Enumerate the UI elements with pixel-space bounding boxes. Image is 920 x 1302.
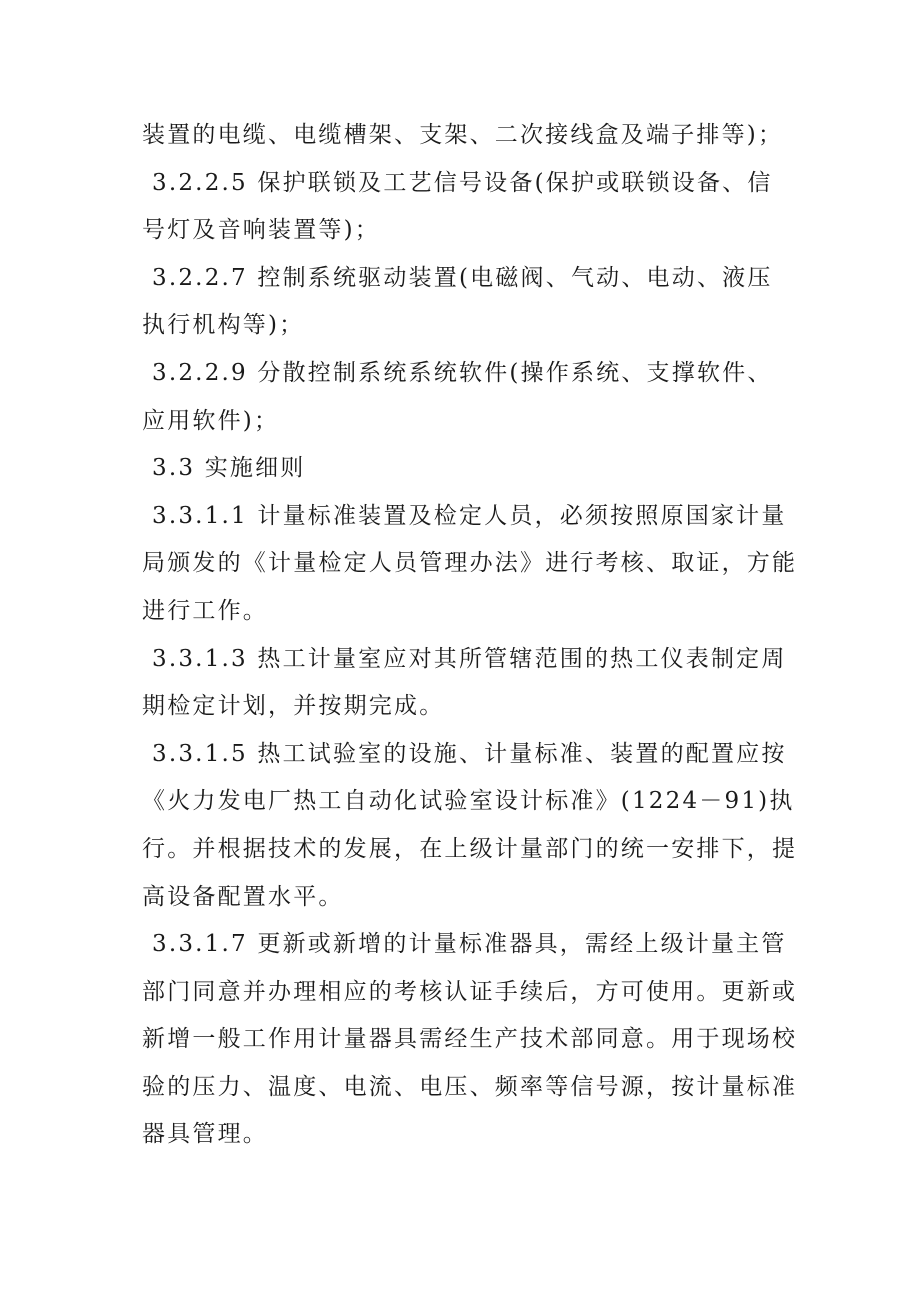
text-line: 验的压力、温度、电流、电压、频率等信号源，按计量标准 bbox=[142, 1073, 798, 1100]
clause-3-2-2-7: 3.2.2.7 控制系统驱动装置(电磁阀、气动、电动、液压 bbox=[152, 264, 773, 291]
clause-3-3-1-1: 3.3.1.1 计量标准装置及检定人员，必须按照原国家计量 bbox=[152, 502, 787, 529]
text-line: 器具管理。 bbox=[142, 1121, 268, 1148]
text-line: 新增一般工作用计量器具需经生产技术部同意。用于现场校 bbox=[142, 1026, 798, 1053]
section-heading-3-3: 3.3 实施细则 bbox=[152, 455, 306, 482]
clause-3-2-2-9: 3.2.2.9 分散控制系统系统软件(操作系统、支撑软件、 bbox=[152, 359, 773, 386]
text-line: 装置的电缆、电缆槽架、支架、二次接线盒及端子排等)； bbox=[142, 122, 784, 148]
clause-3-3-1-5: 3.3.1.5 热工试验室的设施、计量标准、装置的配置应按 bbox=[152, 740, 787, 767]
text-line: 高设备配置水平。 bbox=[142, 883, 344, 910]
text-line: 局颁发的《计量检定人员管理办法》进行考核、取证，方能 bbox=[142, 550, 798, 577]
clause-3-2-2-5: 3.2.2.5 保护联锁及工艺信号设备(保护或联锁设备、信 bbox=[152, 169, 773, 196]
document-body bbox=[142, 112, 798, 1159]
text-line: 执行机构等)； bbox=[142, 312, 305, 339]
text-line: 行。并根据技术的发展，在上级计量部门的统一安排下，提 bbox=[142, 835, 798, 862]
text-line: 《火力发电厂热工自动化试验室设计标准》(1224－91)执 bbox=[142, 788, 795, 815]
clause-3-3-1-7: 3.3.1.7 更新或新增的计量标准器具，需经上级计量主管 bbox=[152, 931, 787, 958]
text-line: 部门同意并办理相应的考核认证手续后，方可使用。更新或 bbox=[142, 978, 798, 1005]
text-line: 应用软件)； bbox=[142, 407, 280, 434]
text-line: 进行工作。 bbox=[142, 597, 268, 624]
clause-3-3-1-3: 3.3.1.3 热工计量室应对其所管辖范围的热工仪表制定周 bbox=[152, 645, 787, 672]
text-line: 期检定计划，并按期完成。 bbox=[142, 693, 445, 720]
text-line: 号灯及音响装置等)； bbox=[142, 217, 380, 244]
